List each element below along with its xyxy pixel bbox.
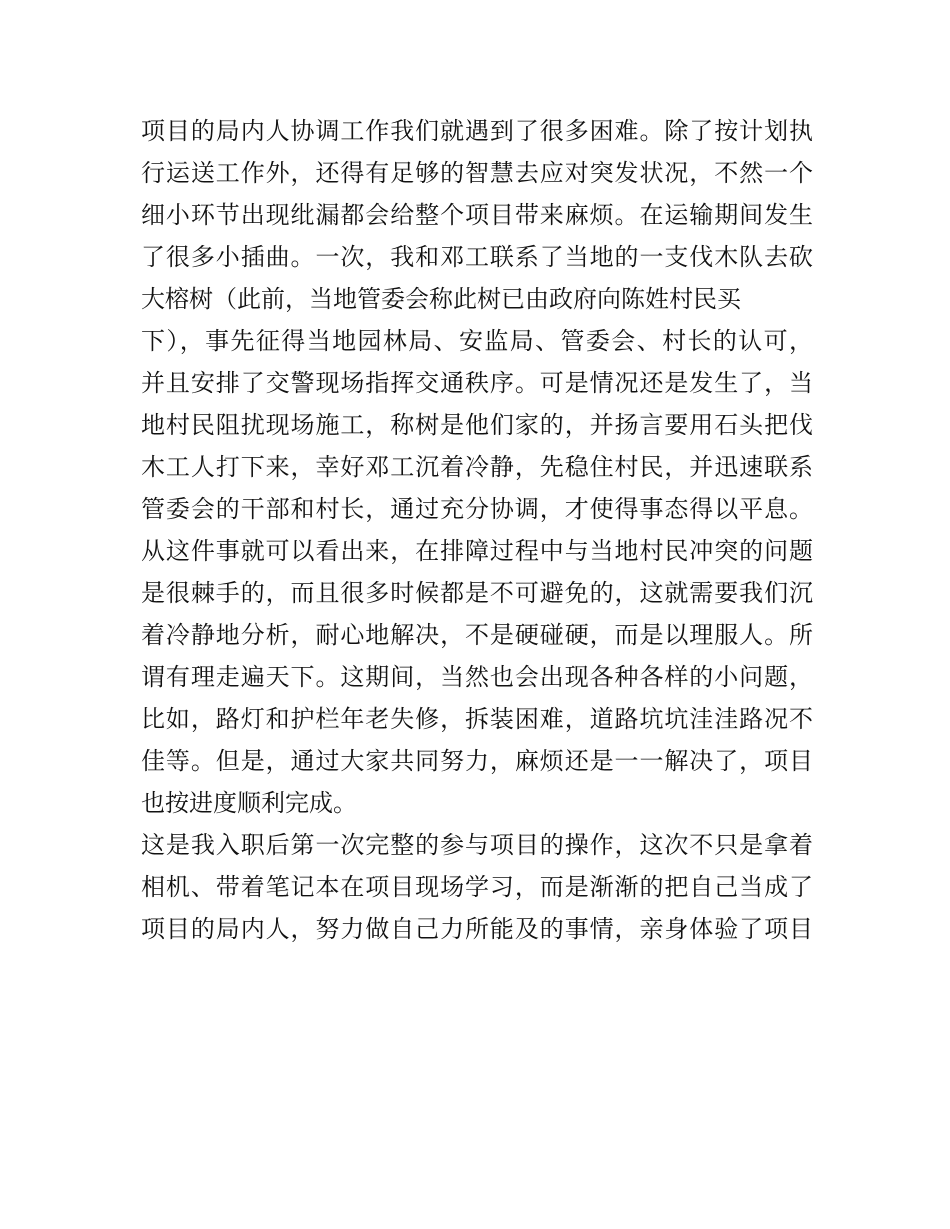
text-line: 着冷静地分析，耐心地解决，不是硬碰硬，而是以理服人。所 xyxy=(141,621,813,649)
text-line: 是很棘手的，而且很多时候都是不可避免的，这就需要我们沉 xyxy=(141,579,813,607)
text-line: 从这件事就可以看出来，在排障过程中与当地村民冲突的问题 xyxy=(141,537,813,565)
text-line: 管委会的干部和村长，通过充分协调，才使得事态得以平息。 xyxy=(141,495,813,523)
text-line: 谓有理走遍天下。这期间，当然也会出现各种各样的小问题， xyxy=(141,663,813,691)
text-line: 地村民阻扰现场施工，称树是他们家的，并扬言要用石头把伐 xyxy=(141,411,813,439)
text-line: 行运送工作外，还得有足够的智慧去应对突发状况，不然一个 xyxy=(141,159,813,187)
text-line: 大榕树（此前，当地管委会称此树已由政府向陈姓村民买 xyxy=(141,285,741,313)
text-line: 佳等。但是，通过大家共同努力，麻烦还是一一解决了，项目 xyxy=(141,747,813,775)
text-line: 细小环节出现纰漏都会给整个项目带来麻烦。在运输期间发生 xyxy=(141,201,813,229)
text-line: 了很多小插曲。一次，我和邓工联系了当地的一支伐木队去砍 xyxy=(141,243,813,271)
text-line: 项目的局内人，努力做自己力所能及的事情，亲身体验了项目 xyxy=(141,915,813,943)
text-line: 木工人打下来，幸好邓工沉着冷静，先稳住村民，并迅速联系 xyxy=(141,453,813,481)
body-text xyxy=(141,110,813,950)
text-line: 也按进度顺利完成。 xyxy=(141,789,357,817)
text-line: 并且安排了交警现场指挥交通秩序。可是情况还是发生了，当 xyxy=(141,369,813,397)
text-line: 比如，路灯和护栏年老失修，拆装困难，道路坑坑洼洼路况不 xyxy=(141,705,813,733)
text-line: 项目的局内人协调工作我们就遇到了很多困难。除了按计划执 xyxy=(141,117,813,145)
text-line: 下），事先征得当地园林局、安监局、管委会、村长的认可， xyxy=(141,327,813,355)
text-line: 这是我入职后第一次完整的参与项目的操作，这次不只是拿着 xyxy=(141,831,813,859)
text-line: 相机、带着笔记本在项目现场学习，而是渐渐的把自己当成了 xyxy=(141,873,813,901)
